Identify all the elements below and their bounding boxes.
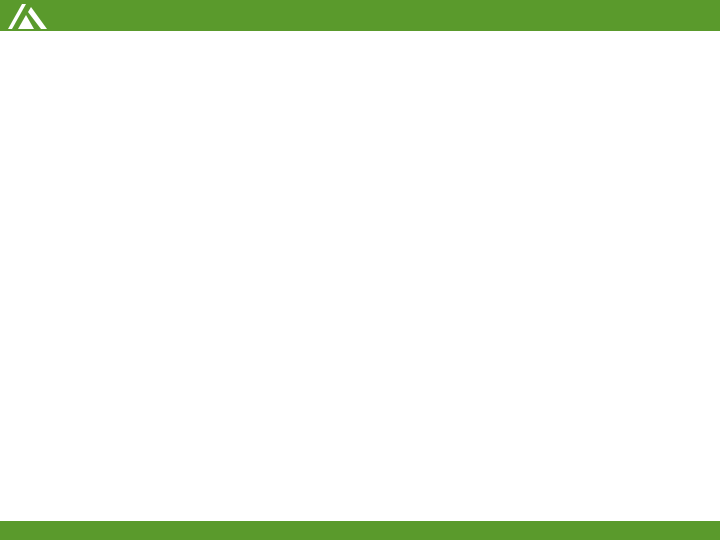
footer-bar bbox=[0, 521, 720, 540]
header-bar bbox=[0, 0, 720, 31]
kh-freiburg-logo-icon bbox=[4, 2, 48, 30]
header-stripe-pattern bbox=[0, 31, 170, 45]
slide-content bbox=[40, 133, 680, 143]
